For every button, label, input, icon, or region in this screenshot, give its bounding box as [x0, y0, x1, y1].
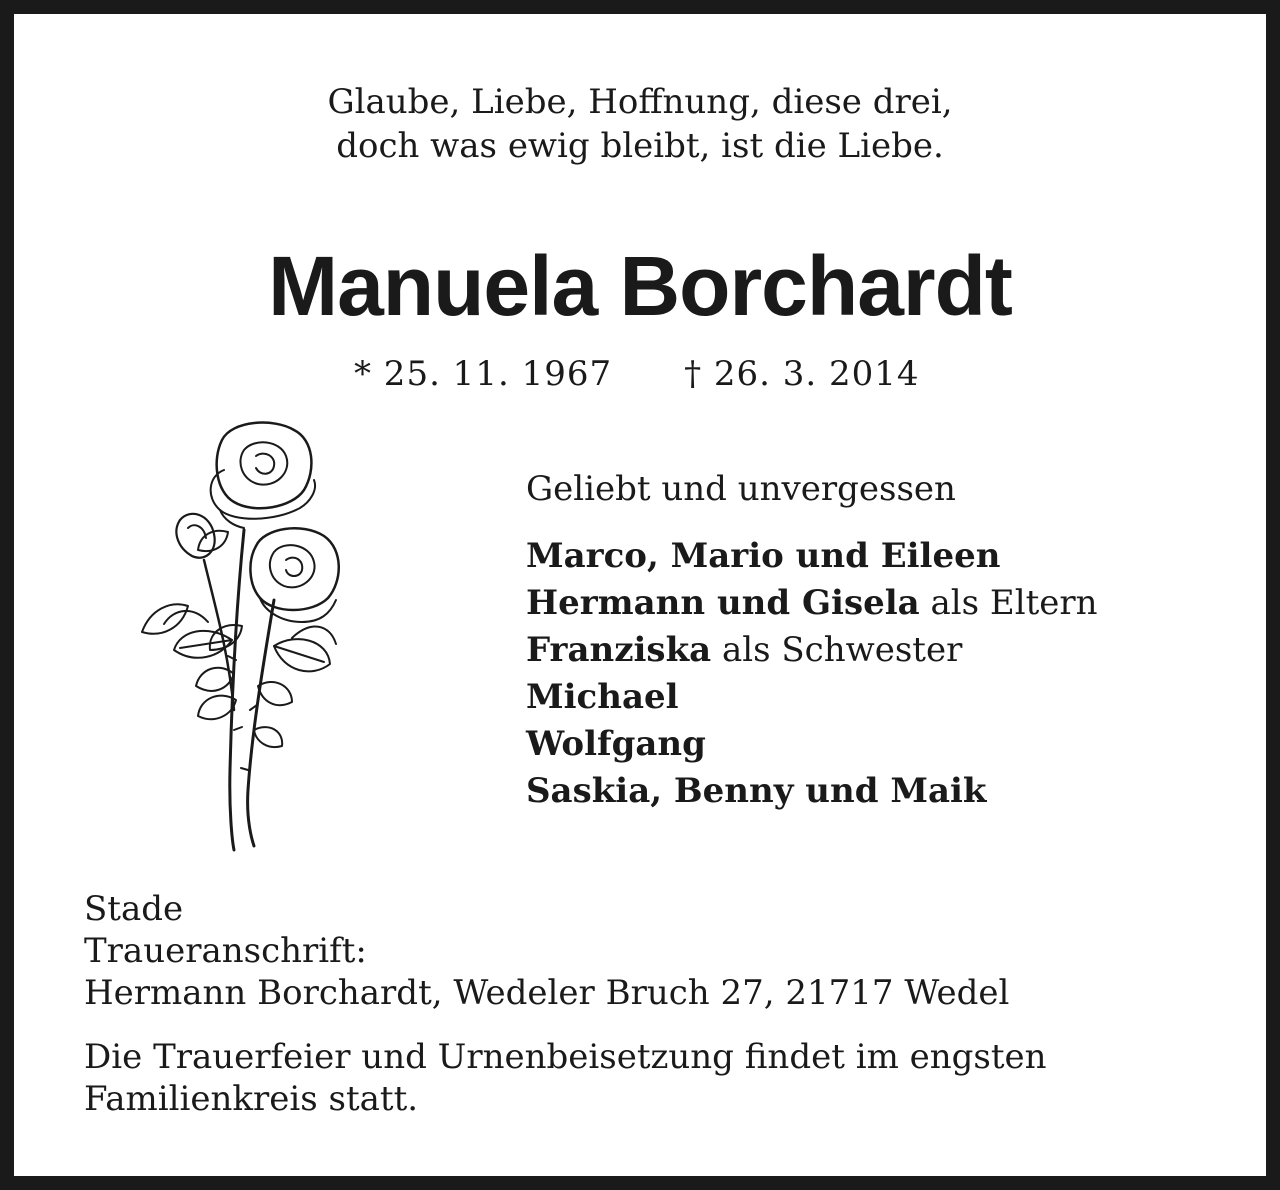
address-line: Hermann Borchardt, Wedeler Bruch 27, 21717 Wedel — [84, 973, 1010, 1013]
mourner-relation: als Schwester — [711, 630, 963, 670]
ceremony-line-2: Familienkreis statt. — [84, 1079, 419, 1119]
place-name: Stade — [84, 889, 184, 929]
mourners-tagline: Geliebt und unvergessen — [526, 469, 956, 509]
life-dates — [354, 352, 920, 396]
mourner-row — [526, 580, 1098, 627]
mourner-names: Hermann und Gisela — [526, 583, 920, 623]
mourner-names: Wolfgang — [526, 724, 706, 764]
mourner-names: Franziska — [526, 630, 712, 670]
death-date: † 26. 3. 2014 — [684, 354, 920, 394]
mourner-row — [526, 674, 1098, 721]
mourner-row — [526, 627, 1098, 674]
quote-line-1: Glaube, Liebe, Hoffnung, diese drei, — [327, 82, 953, 122]
mourner-names: Saskia, Benny und Maik — [526, 771, 987, 811]
address-label: Traueranschrift: — [84, 931, 367, 971]
mourner-names: Michael — [526, 677, 679, 717]
mourner-relation: als Eltern — [919, 583, 1098, 623]
mourners-list — [526, 466, 1098, 815]
mourner-row — [526, 768, 1098, 815]
mourning-address — [84, 888, 1009, 1014]
mourner-names: Marco, Mario und Eileen — [526, 536, 1001, 576]
birth-date: * 25. 11. 1967 — [354, 354, 613, 394]
ceremony-line-1: Die Trauerfeier und Urnenbeisetzung findet im engsten — [84, 1037, 1047, 1077]
memorial-quote — [14, 80, 1266, 168]
quote-line-2: doch was ewig bleibt, ist die Liebe. — [336, 126, 944, 166]
mourner-row — [526, 721, 1098, 768]
ceremony-note — [84, 1036, 1047, 1120]
rose-drawing-icon — [124, 410, 344, 860]
mourner-row — [526, 533, 1098, 580]
deceased-name: Manuela Borchardt — [268, 239, 1012, 333]
